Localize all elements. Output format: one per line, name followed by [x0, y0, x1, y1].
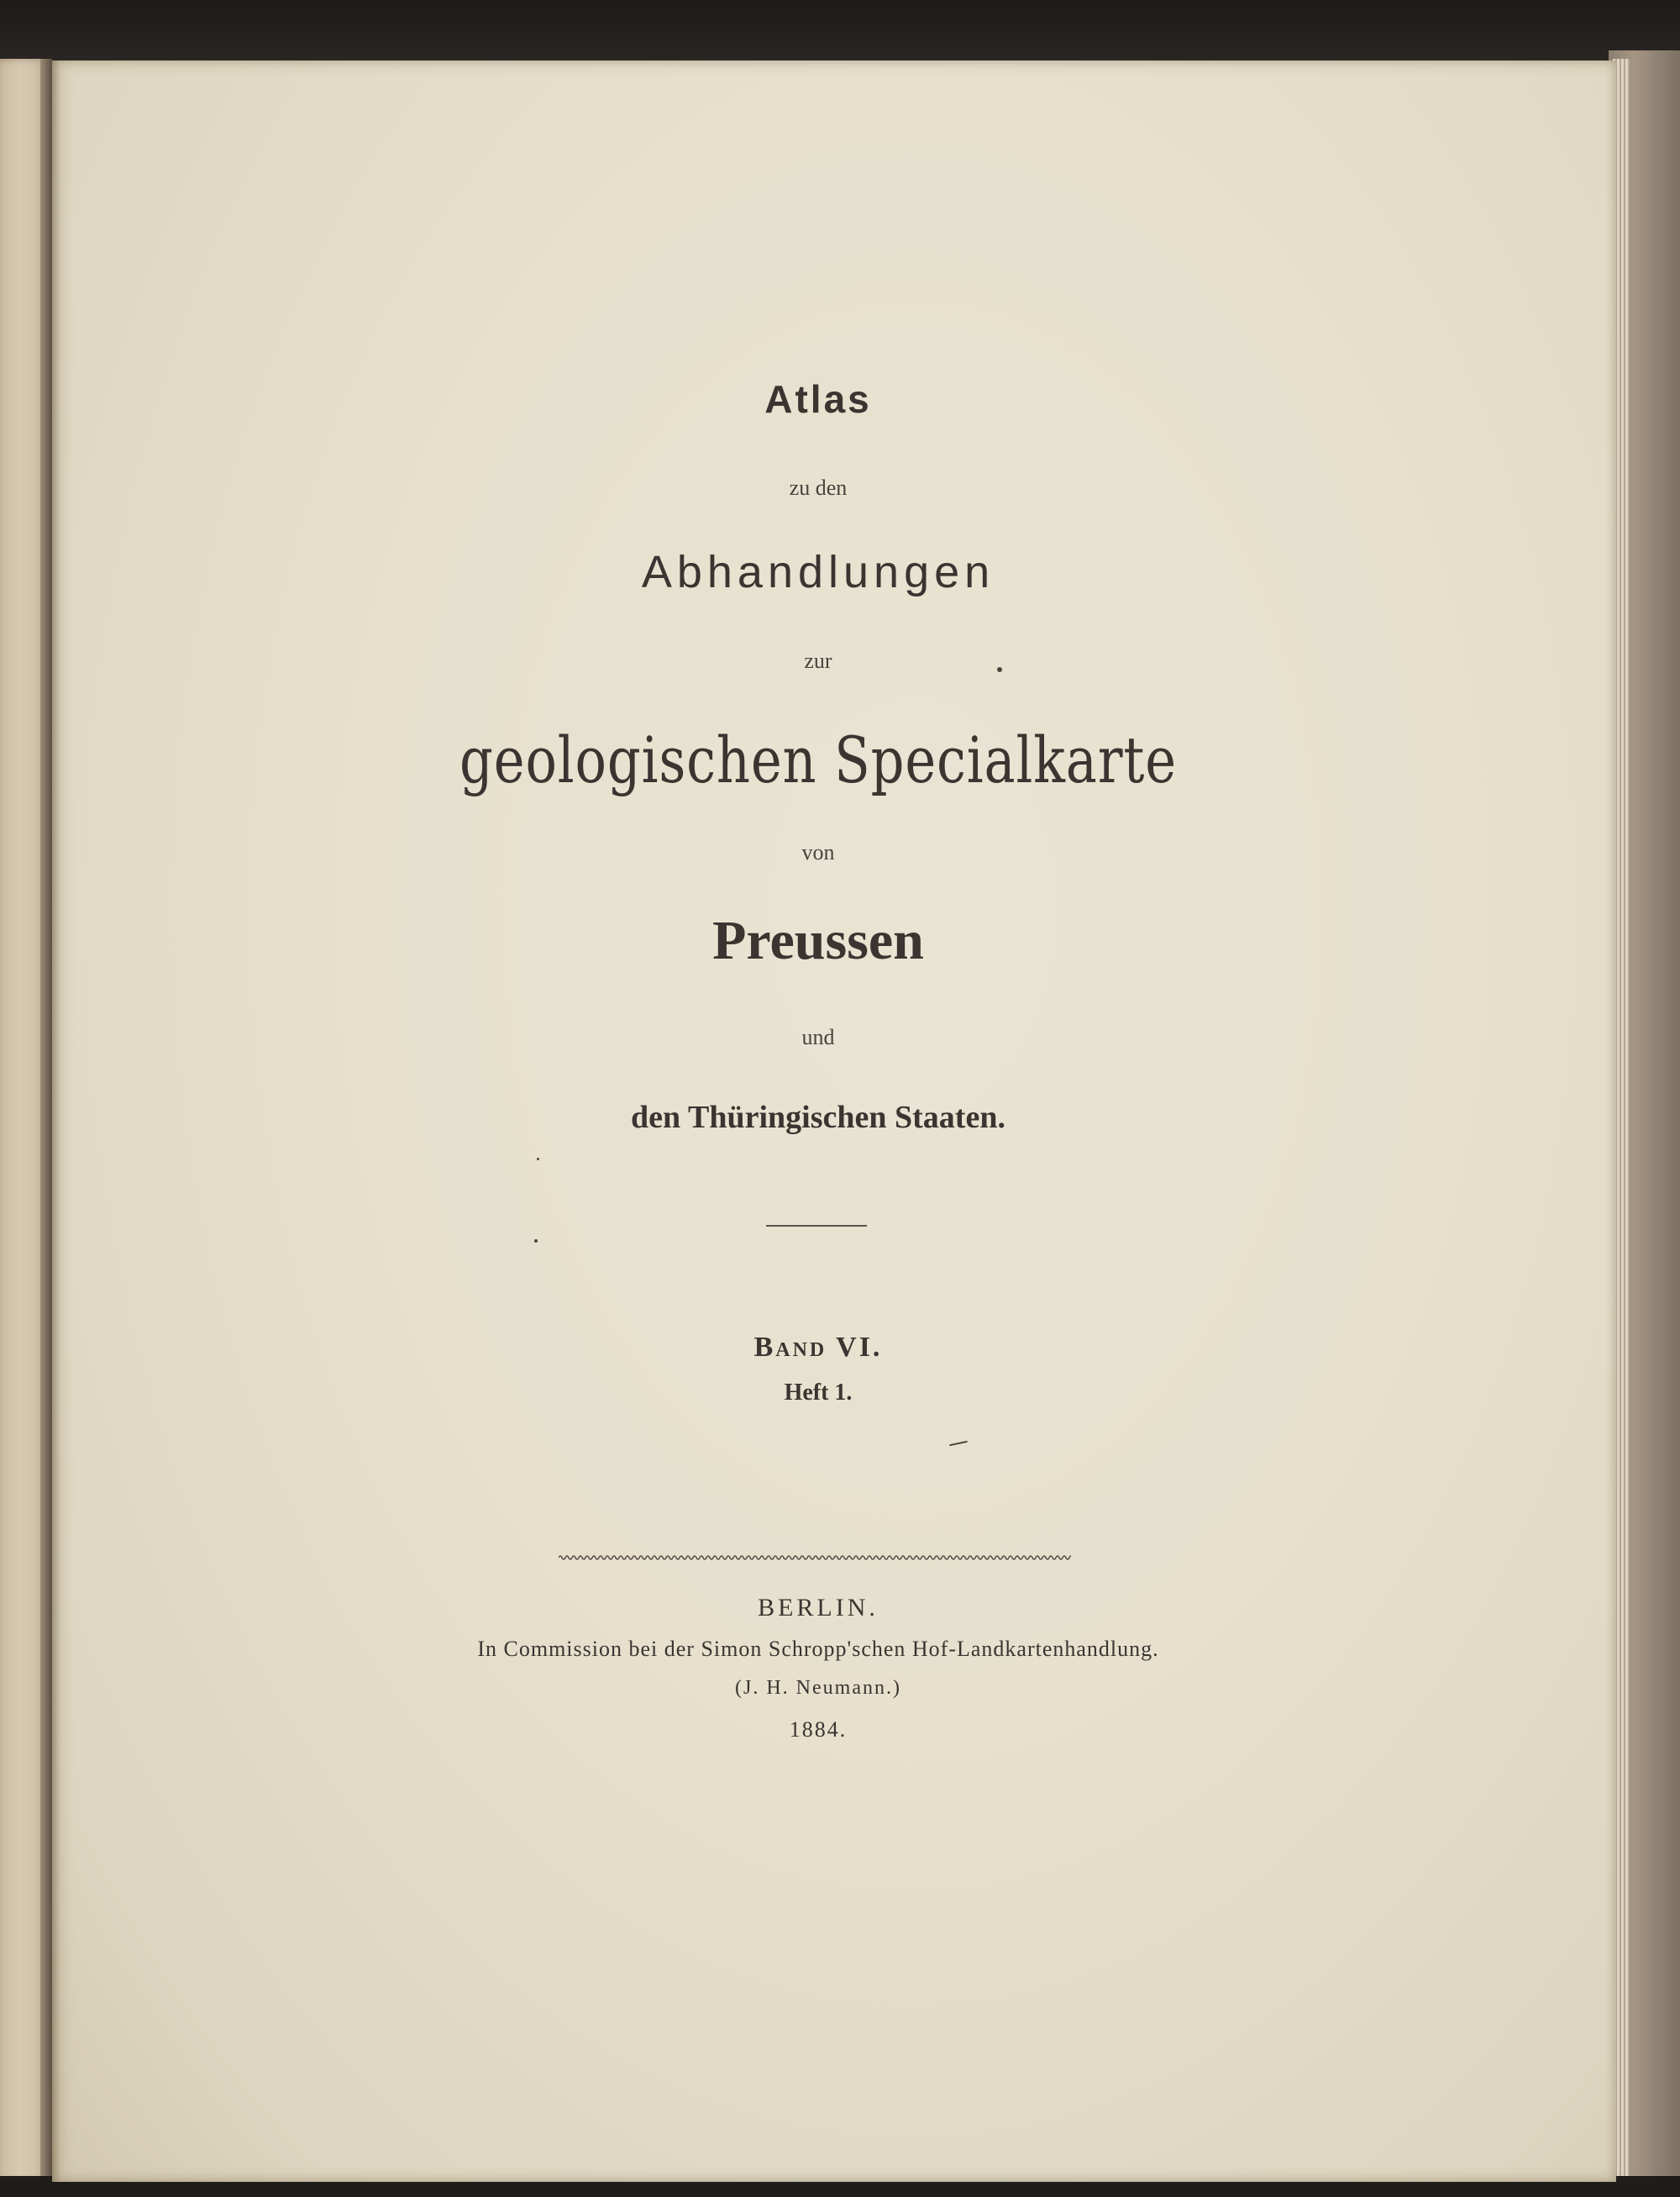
imprint-year: 1884.: [789, 1717, 848, 1742]
band-number: VI.: [836, 1332, 883, 1363]
volume-band: [0, 1332, 1658, 1364]
title-und: und: [801, 1025, 835, 1049]
band-initial: B: [753, 1332, 776, 1363]
title-abhandlungen: Abhandlungen: [641, 547, 995, 597]
issue-heft: Heft 1.: [784, 1380, 853, 1406]
paper-speck: [997, 667, 1002, 672]
imprint-agent: (J. H. Neumann.): [735, 1677, 901, 1699]
binding-top: [0, 0, 1680, 67]
imprint-city: BERLIN.: [758, 1594, 879, 1621]
title-zu-den: zu den: [789, 476, 848, 500]
title-thueringische-staaten: den Thüringischen Staaten.: [631, 1100, 1005, 1135]
wavy-rule: [559, 1553, 1071, 1563]
imprint-publisher: In Commission bei der Simon Schropp'schen Hof-Landkartenhandlung.: [477, 1637, 1159, 1661]
horizontal-rule: [766, 1225, 867, 1227]
title-von: von: [801, 840, 835, 865]
title-specialkarte: geologischen Specialkarte: [459, 723, 1177, 797]
band-small-caps: AND: [775, 1339, 827, 1361]
title-zur: zur: [804, 649, 832, 673]
paper-speck: [537, 1158, 539, 1160]
paper-speck: [534, 1239, 538, 1243]
title-preussen: Preussen: [712, 910, 924, 971]
title-atlas: Atlas: [764, 377, 872, 421]
